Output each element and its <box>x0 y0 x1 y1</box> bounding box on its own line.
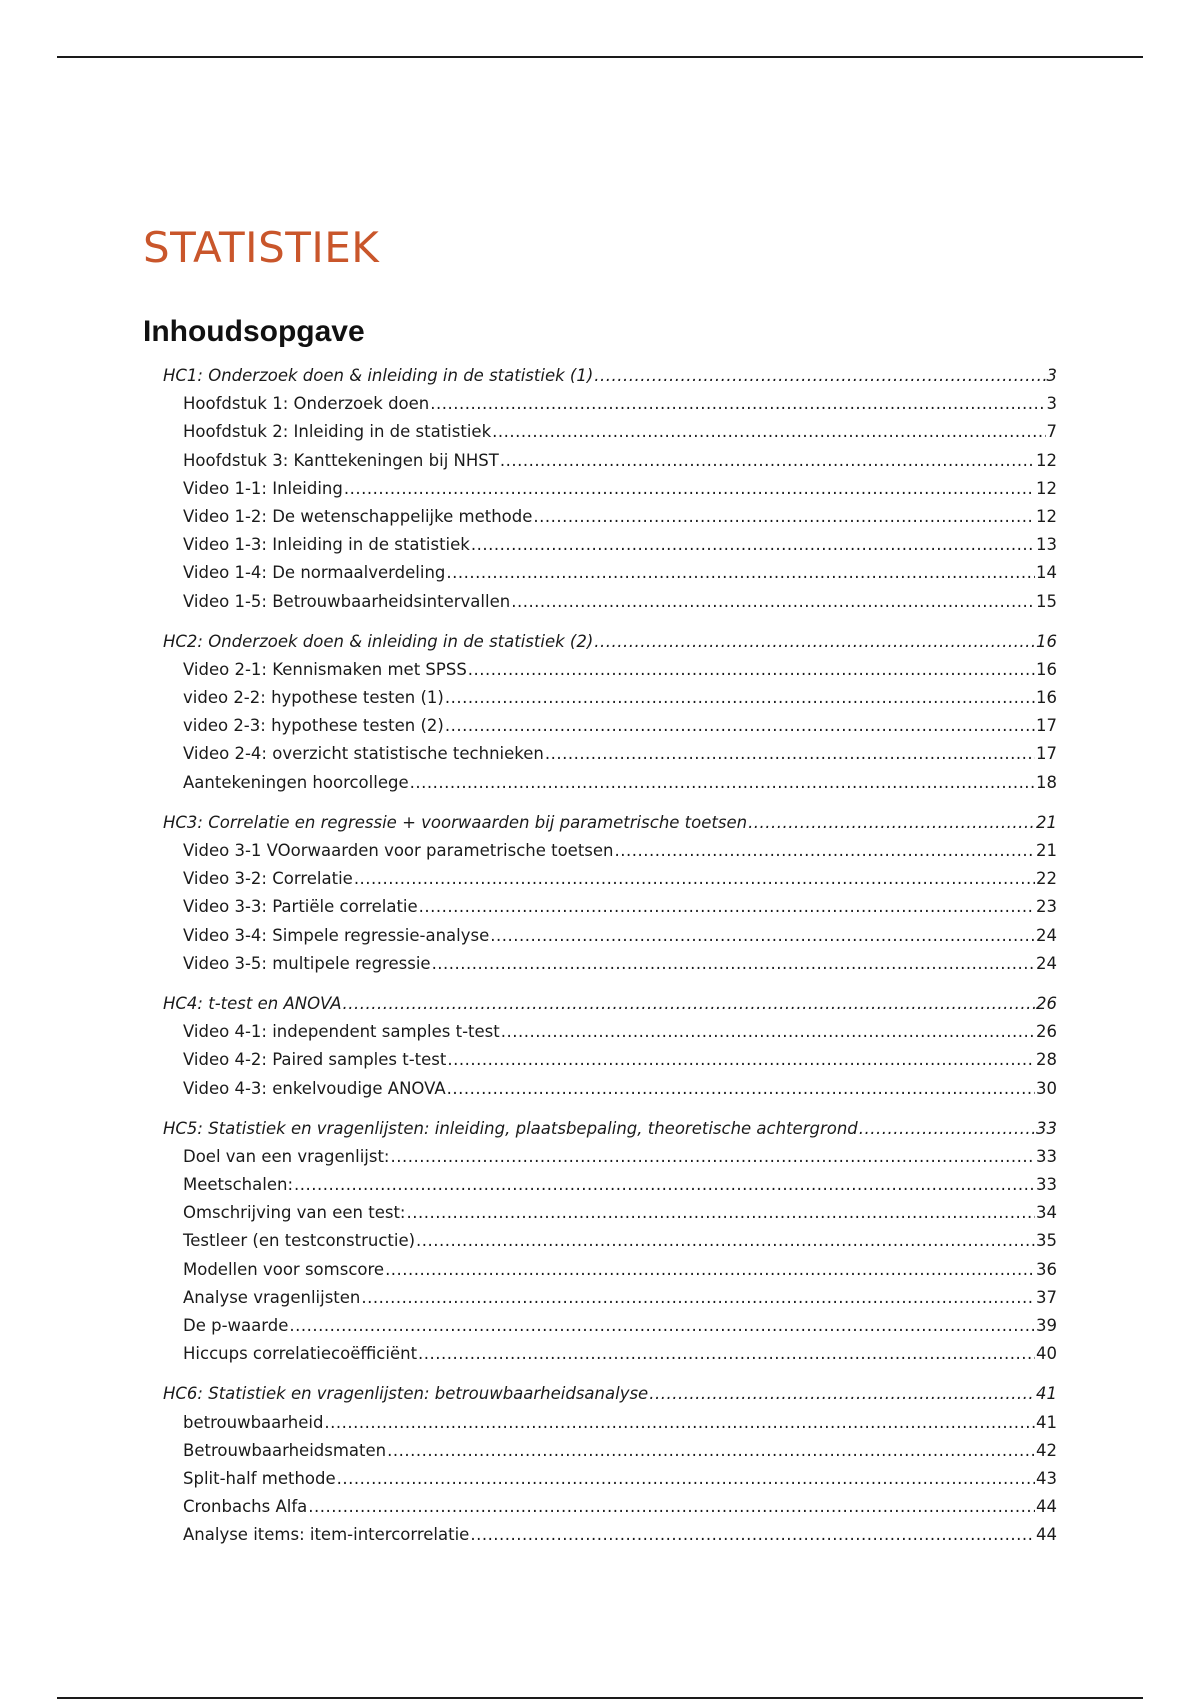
toc-leader-dots <box>289 1316 1035 1335</box>
toc-entry-subsection[interactable] <box>0 954 1057 982</box>
toc-leader-dots <box>410 773 1035 792</box>
toc-entry-subsection[interactable] <box>0 1079 1057 1107</box>
toc-leader-dots <box>511 592 1035 611</box>
toc-page-number: 42 <box>1036 1440 1057 1460</box>
toc-entry-subsection[interactable] <box>0 1316 1057 1344</box>
toc-page-number: 24 <box>1036 925 1057 945</box>
toc-entry-subsection[interactable] <box>0 1344 1057 1372</box>
toc-entry-subsection[interactable] <box>0 1441 1057 1469</box>
toc-entry-subsection[interactable] <box>0 1497 1057 1525</box>
toc-entry-title: Video 3-3: Partiële correlatie <box>183 897 418 917</box>
toc-entry-chapter[interactable] <box>0 632 1057 660</box>
toc-entry-title: HC4: t-test en ANOVA <box>163 993 342 1013</box>
toc-entry-subsection[interactable] <box>0 660 1057 688</box>
toc-leader-dots <box>430 394 1045 413</box>
toc-entry-title: Hoofdstuk 2: Inleiding in de statistiek <box>183 422 492 442</box>
toc-entry-title: Betrouwbaarheidsmaten <box>183 1440 387 1460</box>
toc-entry-subsection[interactable] <box>0 841 1057 869</box>
toc-leader-dots <box>344 479 1035 498</box>
toc-page-number: 28 <box>1036 1050 1057 1070</box>
toc-leader-dots <box>447 1079 1035 1098</box>
toc-page-number: 22 <box>1036 869 1057 889</box>
toc-entry-title: Video 3-4: Simpele regressie-analyse <box>183 925 490 945</box>
toc-entry-title: Video 2-4: overzicht statistische technieken <box>183 744 544 764</box>
toc-page-number: 7 <box>1046 422 1057 442</box>
toc-entry-title: video 2-2: hypothese testen (1) <box>183 688 444 708</box>
toc-page-number: 16 <box>1036 688 1057 708</box>
toc-entry-subsection[interactable] <box>0 773 1057 801</box>
toc-entry-title: Video 1-2: De wetenschappelijke methode <box>183 506 533 526</box>
toc-entry-chapter[interactable] <box>0 813 1057 841</box>
toc-leader-dots <box>308 1497 1035 1516</box>
toc-section <box>0 366 1200 620</box>
toc-leader-dots <box>418 1344 1035 1363</box>
toc-leader-dots <box>545 744 1035 763</box>
toc-page-number: 15 <box>1036 591 1057 611</box>
toc-entry-title: HC5: Statistiek en vragenlijsten: inleiding, plaatsbepaling, theoretische achtergrond <box>163 1118 858 1138</box>
toc-page-number: 16 <box>1036 659 1057 679</box>
toc-entry-title: Video 4-1: independent samples t-test <box>183 1022 500 1042</box>
toc-entry-subsection[interactable] <box>0 1175 1057 1203</box>
toc-entry-subsection[interactable] <box>0 535 1057 563</box>
toc-page-number: 33 <box>1036 1118 1057 1138</box>
toc-entry-title: Video 2-1: Kennismaken met SPSS <box>183 659 467 679</box>
toc-leader-dots <box>859 1119 1035 1138</box>
toc-entry-subsection[interactable] <box>0 1022 1057 1050</box>
toc-page-number: 14 <box>1036 563 1057 583</box>
toc-entry-title: Aantekeningen hoorcollege <box>183 772 409 792</box>
toc-entry-subsection[interactable] <box>0 394 1057 422</box>
toc-entry-chapter[interactable] <box>0 994 1057 1022</box>
toc-entry-subsection[interactable] <box>0 1525 1057 1553</box>
toc-leader-dots <box>492 422 1045 441</box>
toc-page-number: 35 <box>1036 1231 1057 1251</box>
toc-page-number: 36 <box>1036 1259 1057 1279</box>
toc-leader-dots <box>470 1525 1035 1544</box>
toc-leader-dots <box>445 716 1035 735</box>
document-title: STATISTIEK <box>143 223 380 272</box>
toc-entry-title: HC1: Onderzoek doen & inleiding in de statistiek (1) <box>163 366 594 385</box>
table-of-contents <box>0 366 1200 1566</box>
toc-entry-title: Omschrijving van een test: <box>183 1203 406 1223</box>
toc-leader-dots <box>419 897 1035 916</box>
toc-page-number: 26 <box>1036 993 1057 1013</box>
toc-entry-subsection[interactable] <box>0 897 1057 925</box>
toc-page-number: 44 <box>1036 1497 1057 1517</box>
toc-entry-title: Video 3-5: multipele regressie <box>183 953 431 973</box>
toc-leader-dots <box>385 1260 1035 1279</box>
toc-entry-title: Analyse items: item-intercorrelatie <box>183 1525 470 1545</box>
toc-leader-dots <box>615 841 1035 860</box>
toc-leader-dots <box>533 507 1035 526</box>
toc-entry-title: HC3: Correlatie en regressie + voorwaarden bij parametrische toetsen <box>163 812 748 832</box>
toc-entry-subsection[interactable] <box>0 507 1057 535</box>
toc-page-number: 17 <box>1036 744 1057 764</box>
toc-page-number: 12 <box>1036 506 1057 526</box>
toc-entry-title: Hoofdstuk 3: Kanttekeningen bij NHST <box>183 450 499 470</box>
toc-leader-dots <box>594 632 1035 651</box>
toc-leader-dots <box>294 1175 1035 1194</box>
toc-section <box>0 813 1200 982</box>
toc-entry-subsection[interactable] <box>0 451 1057 479</box>
toc-entry-title: HC2: Onderzoek doen & inleiding in de statistiek (2) <box>163 631 594 651</box>
toc-leader-dots <box>390 1147 1035 1166</box>
toc-entry-subsection[interactable] <box>0 926 1057 954</box>
toc-entry-subsection[interactable] <box>0 1288 1057 1316</box>
toc-page-number: 41 <box>1036 1384 1057 1404</box>
toc-section <box>0 1119 1200 1373</box>
toc-entry-chapter[interactable] <box>0 366 1057 394</box>
toc-entry-title: Video 3-1 VOorwaarden voor parametrische toetsen <box>183 841 614 860</box>
toc-page-number: 33 <box>1036 1146 1057 1166</box>
toc-page-number: 30 <box>1036 1078 1057 1098</box>
toc-leader-dots <box>490 926 1035 945</box>
toc-entry-subsection[interactable] <box>0 1050 1057 1078</box>
toc-section <box>0 1384 1200 1553</box>
toc-entry-title: Video 3-2: Correlatie <box>183 869 353 889</box>
toc-entry-title: Hoofdstuk 1: Onderzoek doen <box>183 394 430 414</box>
toc-entry-subsection[interactable] <box>0 1203 1057 1231</box>
toc-leader-dots <box>649 1384 1035 1403</box>
toc-entry-title: Video 1-3: Inleiding in de statistiek <box>183 535 470 555</box>
toc-entry-title: Video 1-5: Betrouwbaarheidsintervallen <box>183 591 511 611</box>
toc-page-number: 21 <box>1036 812 1057 832</box>
toc-entry-subsection[interactable] <box>0 479 1057 507</box>
toc-entry-title: Video 1-4: De normaalverdeling <box>183 563 446 583</box>
toc-page-number: 13 <box>1036 535 1057 555</box>
toc-page-number: 39 <box>1036 1316 1057 1335</box>
toc-page-number: 16 <box>1036 631 1057 651</box>
toc-entry-chapter[interactable] <box>0 1119 1057 1147</box>
toc-leader-dots <box>432 954 1035 973</box>
toc-leader-dots <box>501 1022 1035 1041</box>
toc-leader-dots <box>337 1469 1035 1488</box>
toc-page-number: 18 <box>1036 772 1057 792</box>
toc-leader-dots <box>748 813 1035 832</box>
toc-page-number: 24 <box>1036 953 1057 973</box>
toc-page-number: 3 <box>1046 394 1057 414</box>
toc-leader-dots <box>387 1441 1035 1460</box>
toc-entry-title: Split-half methode <box>183 1468 336 1488</box>
toc-entry-title: Video 4-2: Paired samples t-test <box>183 1050 447 1070</box>
toc-leader-dots <box>447 1050 1035 1069</box>
toc-page-number: 3 <box>1046 366 1057 385</box>
toc-entry-title: Video 1-1: Inleiding <box>183 478 343 498</box>
toc-section <box>0 632 1200 801</box>
toc-entry-subsection[interactable] <box>0 1469 1057 1497</box>
toc-entry-title: betrouwbaarheid <box>183 1412 324 1432</box>
toc-entry-subsection[interactable] <box>0 422 1057 450</box>
toc-leader-dots <box>416 1231 1035 1250</box>
toc-entry-subsection[interactable] <box>0 1413 1057 1441</box>
toc-entry-title: Hiccups correlatiecoëfficiënt <box>183 1344 418 1364</box>
toc-entry-title: Video 4-3: enkelvoudige ANOVA <box>183 1078 446 1098</box>
toc-heading: Inhoudsopgave <box>143 315 365 348</box>
toc-leader-dots <box>407 1203 1036 1222</box>
toc-entry-subsection[interactable] <box>0 1231 1057 1259</box>
toc-leader-dots <box>445 688 1035 707</box>
toc-page-number: 34 <box>1036 1203 1057 1223</box>
toc-leader-dots <box>446 563 1035 582</box>
toc-leader-dots <box>500 451 1035 470</box>
toc-entry-title: Testleer (en testconstructie) <box>183 1231 416 1251</box>
toc-entry-title: Doel van een vragenlijst: <box>183 1146 390 1166</box>
toc-leader-dots <box>324 1413 1035 1432</box>
toc-entry-subsection[interactable] <box>0 1147 1057 1175</box>
toc-entry-title: De p-waarde <box>183 1316 289 1335</box>
toc-entry-title: video 2-3: hypothese testen (2) <box>183 716 444 736</box>
toc-entry-subsection[interactable] <box>0 563 1057 591</box>
toc-page-number: 26 <box>1036 1022 1057 1042</box>
toc-page-number: 41 <box>1036 1412 1057 1432</box>
toc-leader-dots <box>594 366 1045 385</box>
toc-page-number: 12 <box>1036 478 1057 498</box>
toc-page-number: 43 <box>1036 1468 1057 1488</box>
toc-entry-subsection[interactable] <box>0 744 1057 772</box>
toc-entry-subsection[interactable] <box>0 592 1057 620</box>
toc-entry-chapter[interactable] <box>0 1384 1057 1412</box>
toc-entry-title: Cronbachs Alfa <box>183 1497 308 1517</box>
toc-entry-subsection[interactable] <box>0 1260 1057 1288</box>
toc-page-number: 21 <box>1036 841 1057 860</box>
toc-page-number: 12 <box>1036 450 1057 470</box>
toc-leader-dots <box>471 535 1035 554</box>
toc-entry-title: HC6: Statistiek en vragenlijsten: betrouwbaarheidsanalyse <box>163 1384 649 1404</box>
toc-entry-subsection[interactable] <box>0 869 1057 897</box>
toc-page-number: 33 <box>1036 1175 1057 1195</box>
toc-leader-dots <box>343 994 1035 1013</box>
toc-page-number: 44 <box>1036 1525 1057 1545</box>
toc-page-number: 37 <box>1036 1287 1057 1307</box>
toc-page-number: 40 <box>1036 1344 1057 1364</box>
toc-entry-subsection[interactable] <box>0 716 1057 744</box>
toc-page-number: 23 <box>1036 897 1057 917</box>
toc-section <box>0 994 1200 1107</box>
toc-entry-title: Analyse vragenlijsten <box>183 1287 361 1307</box>
toc-entry-title: Meetschalen: <box>183 1175 293 1195</box>
toc-entry-title: Modellen voor somscore <box>183 1259 385 1279</box>
toc-leader-dots <box>468 660 1035 679</box>
toc-entry-subsection[interactable] <box>0 688 1057 716</box>
header-rule <box>57 56 1143 58</box>
toc-leader-dots <box>361 1288 1035 1307</box>
toc-page-number: 17 <box>1036 716 1057 736</box>
footer-rule <box>57 1697 1143 1699</box>
toc-leader-dots <box>354 869 1035 888</box>
